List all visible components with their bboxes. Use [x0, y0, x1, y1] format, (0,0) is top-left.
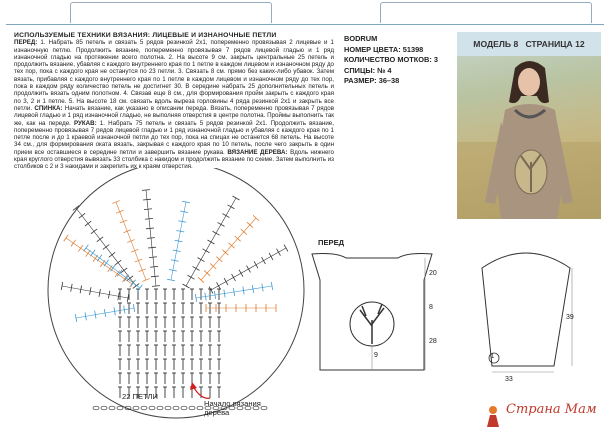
left-tab: [70, 2, 272, 23]
face: [518, 68, 540, 96]
stitch-loop: [181, 406, 187, 410]
stitch-loop: [109, 406, 115, 410]
stitch-loop: [189, 406, 195, 410]
front-schematic-title: ПЕРЕД: [318, 238, 345, 247]
back-label: СПИНКА:: [34, 104, 63, 112]
hole-text: Вдоль нижнего края круглого отверстия вывязать 33 столбика с накидом и продолжить вязание по схеме. Затем выполнить из столбиков с 2 и 3 накидами и закрепить их к краям отверстия.: [14, 148, 334, 171]
pattern-text: [14, 32, 334, 171]
stitch-loop: [93, 406, 99, 410]
stitch-mark: [66, 238, 132, 284]
sleeve-outline: [482, 253, 570, 366]
front-hole-tree: [360, 304, 384, 344]
stitch-loop: [261, 406, 267, 410]
hole-label: ВЯЗАНИЕ ДЕРЕВА:: [227, 148, 288, 156]
sleeve-label: РУКАВ:: [74, 119, 97, 127]
back-text: Начать вязание, как указано в описании переда. Вязать, попеременно провязывая 7 рядов лицевой гладью и 1 ряд изнаночной гладью, не выполняя отверстия в центре полотна. Проймы выполнить так же, как на переде.: [14, 104, 334, 127]
stitch-mark: [196, 286, 272, 298]
yarn-skeins: КОЛИЧЕСТВО МОТКОВ: 3: [344, 55, 438, 64]
page-number: СТРАНИЦА 12: [525, 39, 585, 49]
start-arrowhead: [190, 382, 197, 390]
front-dim-20: 20: [429, 270, 437, 277]
stitch-loop: [141, 406, 147, 410]
model-photo: [457, 32, 601, 219]
yarn-color: НОМЕР ЦВЕТА: 51398: [344, 44, 424, 54]
sleeve-marker-label: 1: [491, 354, 495, 360]
watermark-text: Страна Мам: [506, 402, 597, 417]
stitch-mark: [116, 202, 146, 280]
front-dim-8: 8: [429, 304, 433, 311]
stitch-loop: [165, 406, 171, 410]
model-figure: [457, 32, 601, 219]
crochet-diagram: [36, 168, 326, 433]
watermark-icon: [484, 405, 502, 427]
stitch-mark: [171, 202, 186, 280]
stitch-loop: [149, 406, 155, 410]
sleeve-dim-39: 39: [566, 314, 574, 321]
stitch-loop: [133, 406, 139, 410]
front-dim-28: 28: [429, 338, 437, 345]
stitch-count-label: 22 ПЕТЛИ: [122, 392, 158, 401]
stitch-loop: [197, 406, 203, 410]
yarn-size: РАЗМЕР: 36–38: [344, 76, 400, 85]
stitch-mark: [211, 248, 286, 290]
stitch-marks: [61, 190, 288, 410]
front-schematic: [300, 244, 450, 384]
pattern-heading: ИСПОЛЬЗУЕМЫЕ ТЕХНИКИ ВЯЗАНИЯ: ЛИЦЕВЫЕ И ИЗНАНОЧНЫЕ ПЕТЛИ: [14, 32, 277, 39]
wm-head: [489, 406, 497, 414]
model-number: МОДЕЛЬ 8: [473, 39, 519, 49]
yarn-brand: BODRUM: [344, 34, 378, 43]
start-arrow: [194, 388, 210, 398]
stitch-mark: [76, 208, 136, 286]
diagram-circle: [48, 168, 304, 418]
tab-bar: [0, 0, 610, 24]
yarn-info: [344, 34, 438, 87]
stitch-mark: [62, 286, 128, 298]
start-label: Начало вязания дерева: [204, 399, 261, 417]
stitch-loop: [173, 406, 179, 410]
wm-body: [487, 415, 499, 427]
stitch-mark: [186, 198, 236, 286]
front-dim-9: 9: [374, 352, 378, 359]
stitch-mark: [201, 218, 256, 280]
right-tab: [380, 2, 592, 23]
yarn-needles: СПИЦЫ: № 4: [344, 65, 392, 75]
stitch-loop: [101, 406, 107, 410]
stitch-loop: [117, 406, 123, 410]
sleeve-dim-33: 33: [505, 376, 513, 383]
stitch-loop: [157, 406, 163, 410]
front-label: ПЕРЕД:: [14, 39, 38, 47]
front-text: 1. Набрать 85 петель и связать 5 рядов резинкой 2х1, попеременно провязывая 2 лицевые и 1 изнаночную петлю. Продолжить вязание, попеременно провязывая 7 рядов лицевой гладью и 1 ряд изнаночной гладью на протяжении всего полотна. 2. На высоте 9 см. закрыть центральные 25 петель и продолжить вязание, убавляя с каждого внутреннего края по 1 петле в каждом лицевом и изнаночном ряду до тех пор, пока с каждого края не останутся по 23 петли. 3. Связать 8 см. прямо без каких-либо убавок. Затем вязать, прибавляя с каждого внутреннего края по 1 петле в каждом лицевом и изнаночном ряду до тех пор, пока в каждом ряду количество петель не достигнет 30. В середине набрать 25 дополнительных петель и продолжить вязать одним полотном. 4. Связав еще 8 см., для формирования пройм закрыть с каждого края по 3, 2 и 1 петле. 5. На высоте 18 см. связать вдоль выреза горловины 4 ряда резинкой 2х1 и закрыть все петли.: [14, 39, 334, 112]
sleeve-text: 1. Набрать 75 петель и связать 5 рядов резинкой 2х1. Продолжить вязание, попеременно провязывая 7 рядов лицевой гладью и 1 ряд изнаночной гладью и убавляя с каждого края по 1 петле после и до 1 краевой изнаночной петли до тех пор, пока на спицах не останется 68 петель. На высоте 34 см., для формирования оката вязать, закрывая с каждого края по 10 петель, после чего закрыть в один прием все оставшиеся в середине петли и завершить вязание рукава.: [14, 119, 334, 156]
